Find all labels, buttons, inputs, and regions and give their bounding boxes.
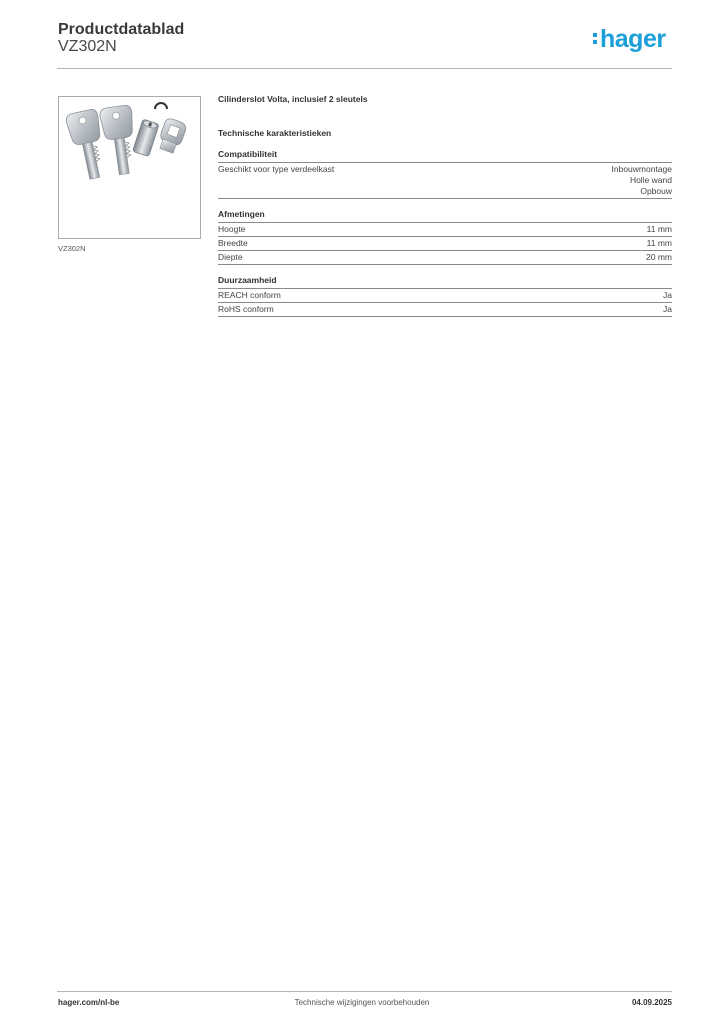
spec-group-title: Afmetingen [218,209,672,223]
keys-and-cylinder-lock-photo-icon [59,97,200,238]
spec-value: 11 mm [646,224,672,234]
image-caption: VZ302N [58,244,86,253]
spec-label: REACH conform [218,290,281,300]
spec-value: 11 mm [646,238,672,248]
spec-label: RoHS conform [218,304,274,314]
spec-row [218,163,672,199]
footer-divider [57,991,672,992]
footer-notice: Technische wijzigingen voorbehouden [294,998,430,1007]
spec-row [218,289,672,303]
spec-row [218,223,672,237]
spec-value: 20 mm [646,252,672,262]
spec-label: Geschikt voor type verdeelkast [218,164,335,174]
footer-website-link[interactable]: hager.com/nl-be [58,998,120,1007]
product-description: Cilinderslot Volta, inclusief 2 sleutels [218,94,368,104]
spec-value: Opbouw [640,186,672,196]
spec-label: Hoogte [218,224,246,234]
spec-group-compatibiliteit [218,149,672,199]
spec-row [218,303,672,317]
product-image [58,96,201,239]
logo-text: hager [600,25,666,53]
product-code: VZ302N [58,38,117,55]
spec-group-duurzaamheid [218,275,672,317]
spec-row [218,251,672,265]
header-divider [57,68,672,69]
spec-values [612,164,673,197]
logo-dots-icon [593,32,598,46]
hager-logo [593,27,666,52]
spec-value: Ja [663,304,672,314]
spec-row [218,237,672,251]
document-title: Productdatablad [58,21,185,38]
spec-label: Diepte [218,252,243,262]
footer-date: 04.09.2025 [631,998,672,1007]
spec-value: Holle wand [629,175,672,185]
spec-group-title: Compatibiliteit [218,149,672,163]
product-content [218,94,672,327]
spec-group-afmetingen [218,209,672,265]
spec-value: Ja [663,290,672,300]
spec-group-title: Duurzaamheid [218,275,672,289]
spec-value: Inbouwmontage [611,164,672,174]
spec-label: Breedte [218,238,248,248]
section-heading: Technische karakteristieken [218,128,332,138]
